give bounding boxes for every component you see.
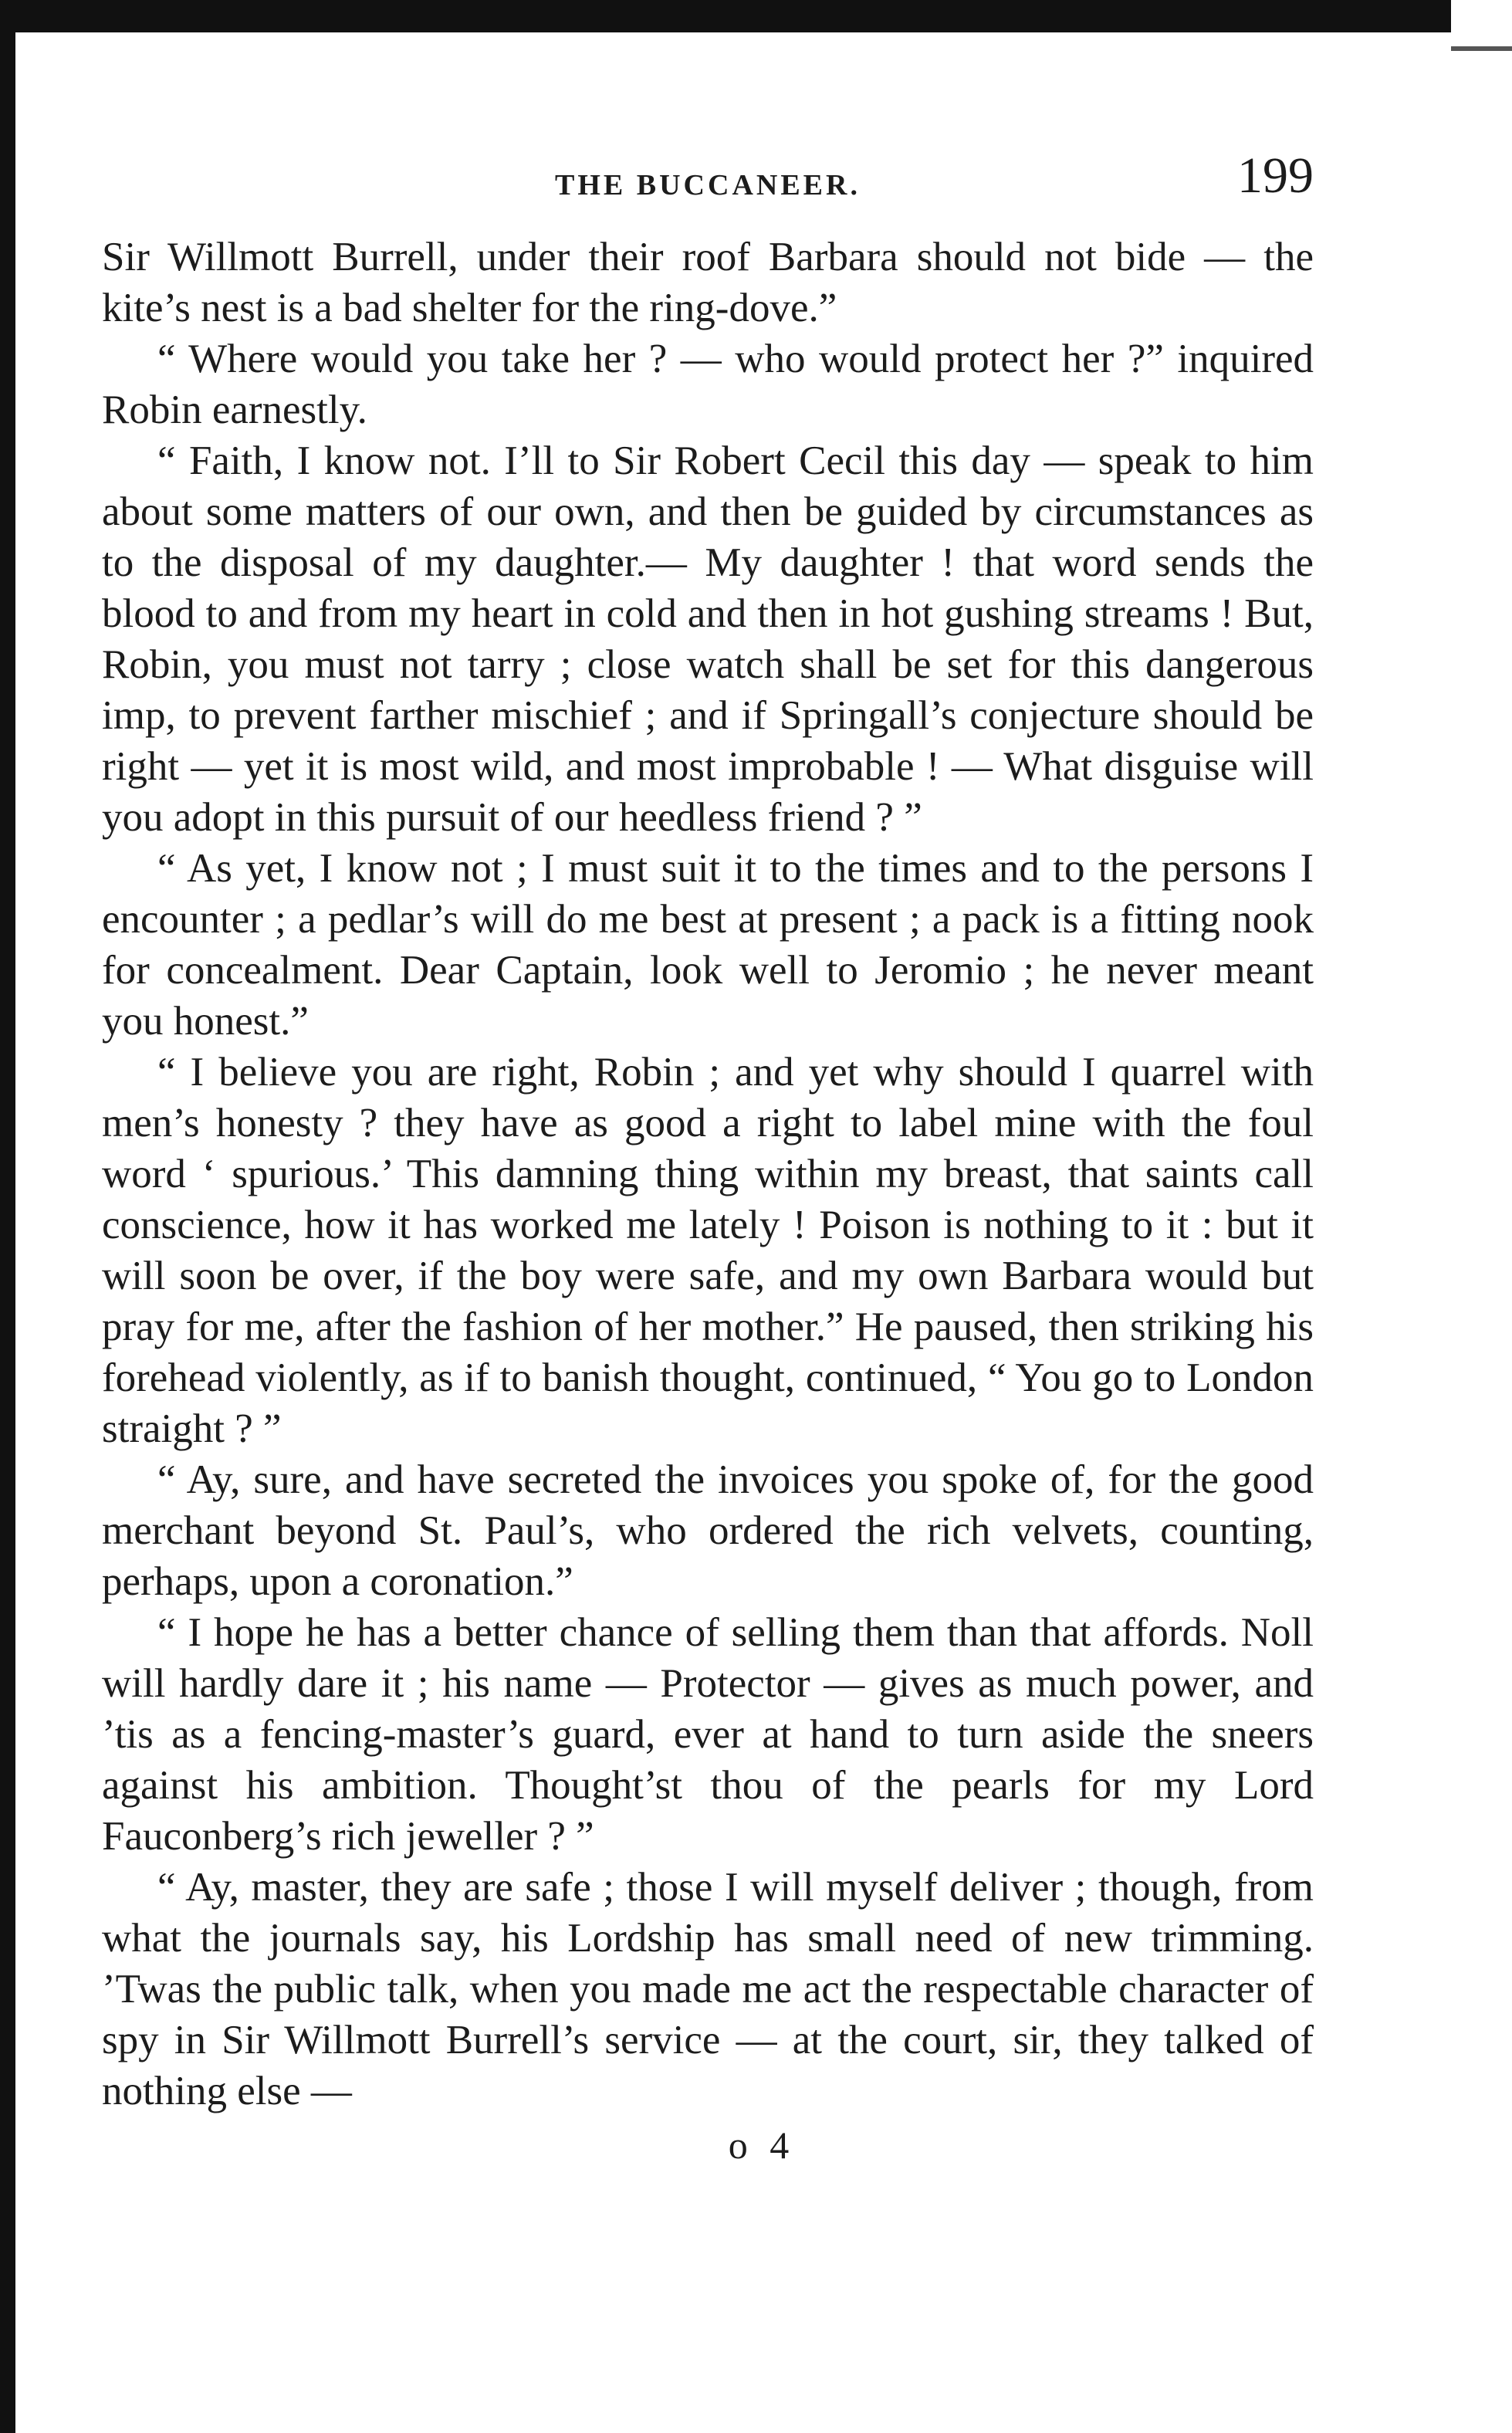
paragraph: “ Faith, I know not. I’ll to Sir Robert Cecil this day — speak to him about some matters of our own, and then be guided by circumstances as to the disposal of my daughter.— My daughter ! that word sends the blood to and from my heart in cold and then in hot gushing streams ! But, Robin, you must not tarry ; close watch shall be set for this dangerous imp, to prevent farther mischief ; and if Springall’s conjecture should be right — yet it is most wild, and most improbable ! — What disguise will you adopt in this pursuit of our heedless friend ? ” bbox=[102, 438, 1314, 840]
book-page bbox=[102, 147, 1314, 2167]
paragraph: “ I believe you are right, Robin ; and yet why should I quarrel with men’s honesty ? they have as good a right to label mine with the foul word ‘ spurious.’ This damning thing within my breast, that saints call conscience, how it has worked me lately ! Poison is nothing to it : but it will soon be over, if the boy were safe, and my own Barbara would but pray for me, after the fashion of her mother.” He paused, then striking his forehead violently, as if to banish thought, continued, “ You go to London straight ? ” bbox=[102, 1050, 1314, 1451]
running-title: THE BUCCANEER. bbox=[555, 169, 861, 201]
paragraph: “ Ay, sure, and have secreted the invoices you spoke of, for the good merchant beyond St. Paul’s, who ordered the rich velvets, counting, perhaps, upon a coronation.” bbox=[102, 1457, 1314, 1604]
paragraph: Sir Willmott Burrell, under their roof Barbara should not bide — the kite’s nest is a bad shelter for the ring-dove.” bbox=[102, 235, 1314, 330]
signature-mark: o 4 bbox=[728, 2123, 796, 2167]
paragraph: “ As yet, I know not ; I must suit it to the times and to the persons I encounter ; a pedlar’s will do me best at present ; a pack is a fitting nook for concealment. Dear Captain, look well to Jeromio ; he never meant you honest.” bbox=[102, 846, 1314, 1044]
paragraph: “ Ay, master, they are safe ; those I will myself deliver ; though, from what the journals say, his Lordship has small need of new trimming. ’Twas the public talk, when you made me act the respectable character of spy in Sir Willmott Burrell’s service — at the court, sir, they talked of nothing else — bbox=[102, 1865, 1314, 2113]
paragraph: “ I hope he has a better chance of selling them than that affords. Noll will hardly dare it ; his name — Protector — gives as much power, and ’tis as a fencing-master’s guard, ever at hand to turn aside the sneers against his ambition. Thought’st thou of the pearls for my Lord Fauconberg’s rich jeweller ? ” bbox=[102, 1610, 1314, 1859]
running-head bbox=[102, 147, 1314, 232]
left-page-edge bbox=[0, 0, 15, 2433]
top-border bbox=[0, 0, 1451, 32]
top-border-tail bbox=[1451, 46, 1512, 51]
page-number: 199 bbox=[1237, 147, 1314, 204]
paragraph: “ Where would you take her ? — who would protect her ?” inquired Robin earnestly. bbox=[102, 337, 1314, 432]
body-text bbox=[102, 232, 1314, 2117]
